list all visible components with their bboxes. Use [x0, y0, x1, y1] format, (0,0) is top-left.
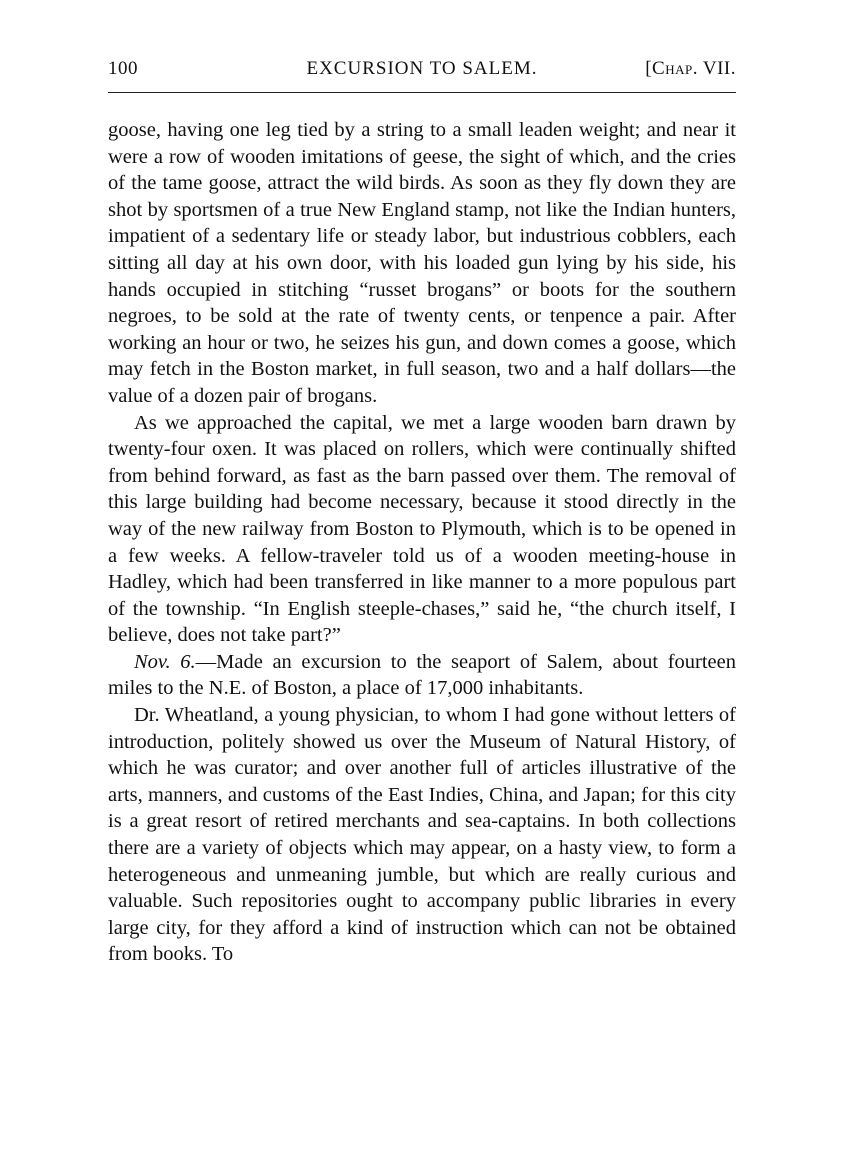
paragraph-1: goose, having one leg tied by a string to a small leaden weight; and near it were a row of wooden imitations of geese, the sight of which, and the cries of the tame goose, attract the wild birds. As soon as they fly down they are shot by sportsmen of a true New England stamp, not like the Indian hunters, impatient of a sedentary life or steady labor, but industrious cobblers, each sitting all day at his own door, with his loaded gun lying by his side, his hands occupied in stitching “russet brogans” or boots for the southern negroes, to be sold at the rate of twenty cents, or tenpence a pair. After working an hour or two, he seizes his gun, and down comes a goose, which may fetch in the Boston market, in full season, two and a half dollars—the value of a dozen pair of brogans.	[108, 119, 736, 407]
page-number: 100	[108, 58, 138, 79]
paragraph-2: As we approached the capital, we met a large wooden barn drawn by twenty-four oxen. It was placed on rollers, which were continually shifted from behind forward, as fast as the barn passed over them. The removal of this large building had become necessary, because it stood directly in the way of the new railway from Boston to Plymouth, which is to be opened in a few weeks. A fellow-traveler told us of a wooden meeting-house in Hadley, which had been transferred in like manner to a more populous part of the township. “In English steeple-chases,” said he, “the church itself, I believe, does not take part?”	[108, 411, 736, 647]
paragraph-3	[108, 649, 736, 702]
running-title: EXCURSION TO SALEM.	[306, 58, 538, 79]
header-rule	[108, 92, 736, 93]
paragraph-4: Dr. Wheatland, a young physician, to whom I had gone without letters of introduction, politely showed us over the Museum of Natural History, of which he was curator; and over another full of articles illustrative of the arts, manners, and customs of the East Indies, China, and Japan; for this city is a great resort of retired merchants and sea-captains. In both collections there are a variety of objects which may appear, on a hasty view, to form a heterogeneous and unmeaning jumble, but which are really curious and valuable. Such repositories ought to accompany public libraries in every large city, for they afford a kind of instruction which can not be obtained from books. To	[108, 704, 736, 966]
running-head	[108, 58, 736, 86]
chapter-reference: [Chap. VII.	[645, 58, 736, 79]
date-label: Nov. 6.	[134, 650, 196, 673]
book-page	[108, 58, 736, 968]
paragraph-3-text: —Made an excursion to the seaport of Salem, about fourteen miles to the N.E. of Boston, a place of 17,000 inhabitants.	[108, 650, 736, 700]
body-text	[108, 117, 736, 968]
